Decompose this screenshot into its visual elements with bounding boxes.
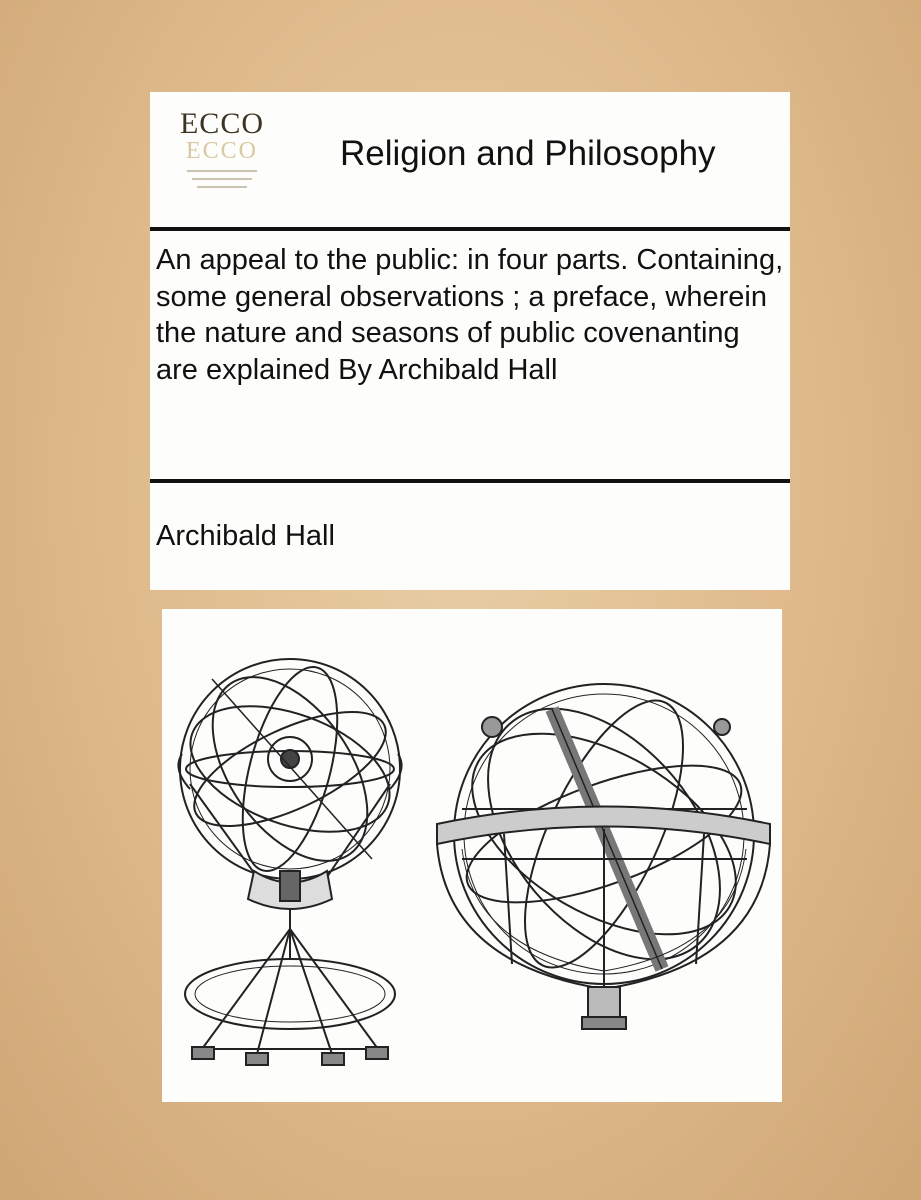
armillary-sphere-right (437, 665, 770, 1029)
illustration-panel (162, 609, 782, 1102)
logo-fine-print (166, 170, 278, 188)
ecco-logo (166, 102, 278, 222)
series-label: Religion and Philosophy (340, 134, 716, 173)
logo-mark: ECCO (179, 107, 264, 140)
bottom-divider (150, 479, 790, 483)
logo-ghost-mark: ECCO (185, 138, 258, 164)
title-panel (150, 92, 790, 590)
armillary-spheres-engraving (162, 609, 782, 1102)
top-divider (150, 227, 790, 231)
book-title: An appeal to the public: in four parts. Containing, some general observations ; a preface, wherein the nature and seasons of public covenanting are explained By Archibald Hall (156, 244, 784, 386)
armillary-sphere-left (173, 649, 406, 1065)
book-author: Archibald Hall (156, 520, 335, 552)
